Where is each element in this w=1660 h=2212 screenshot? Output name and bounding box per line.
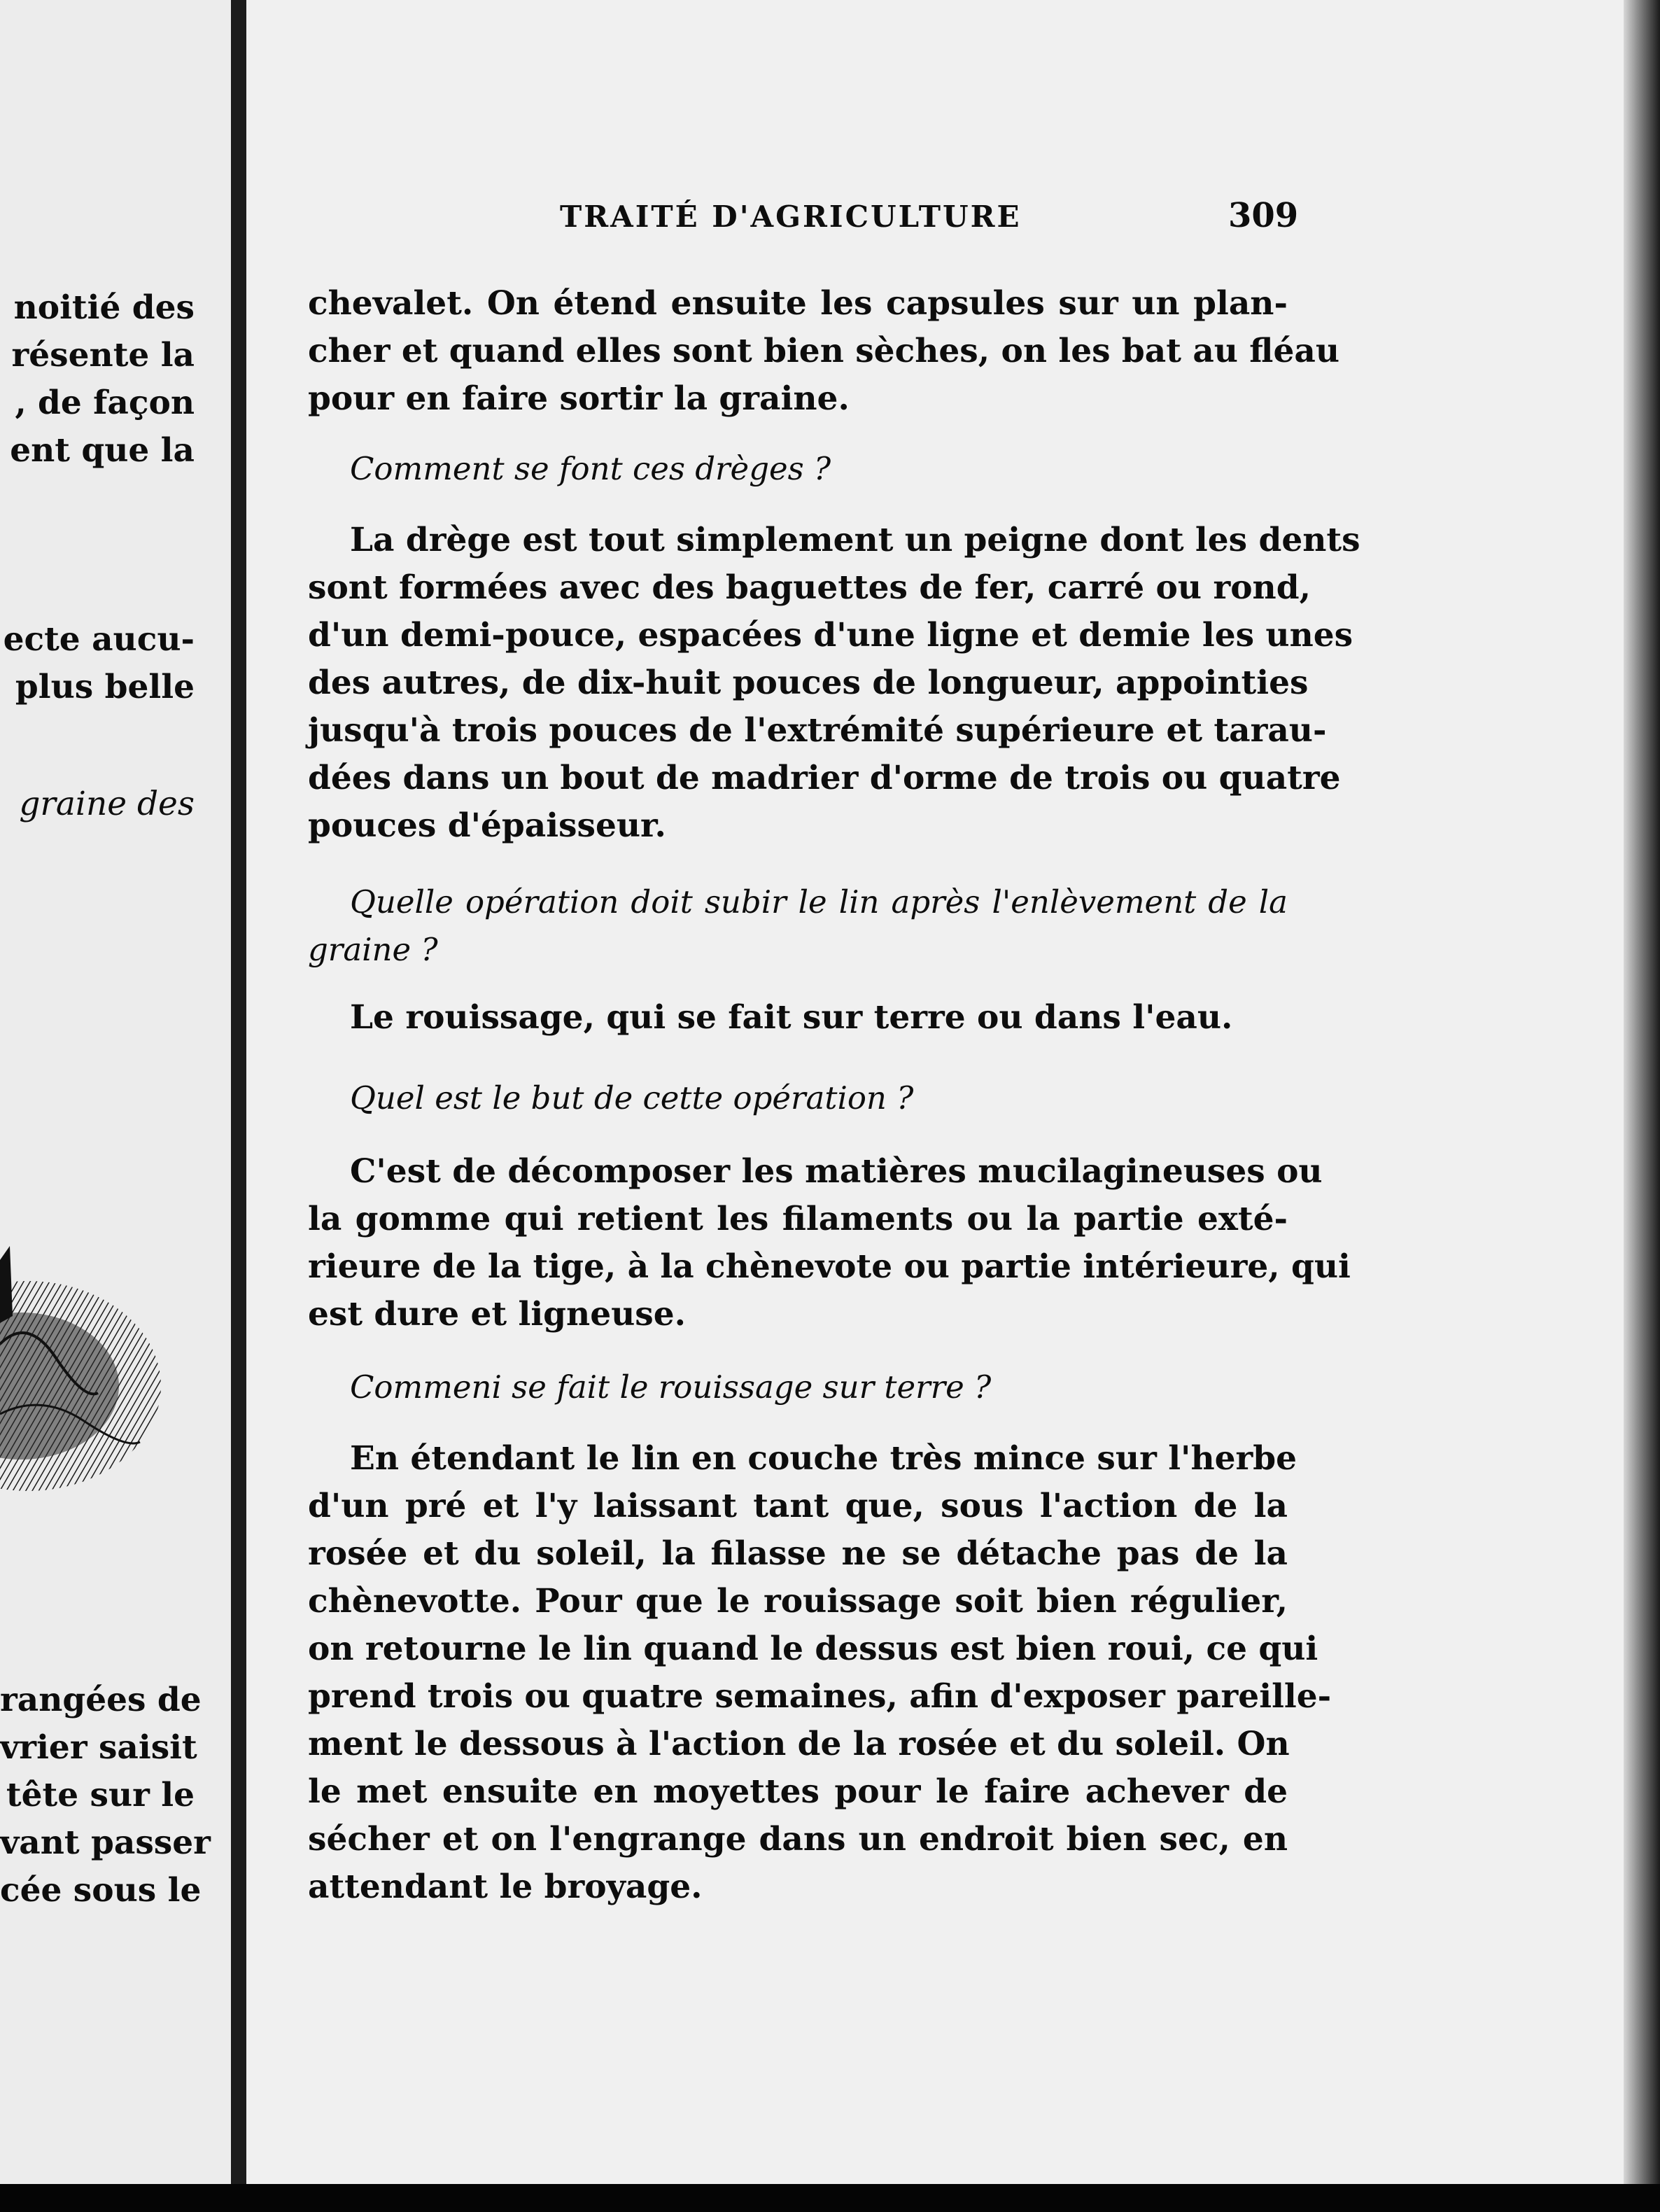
left-fragment-line: tête sur le <box>6 1776 195 1814</box>
text-line: C'est de décomposer les matières mucilagineuses ou <box>350 1152 1323 1191</box>
question-line: Comment se font ces drèges ? <box>350 450 831 487</box>
text-line: jusqu'à trois pouces de l'extrémité supérieure et tarau- <box>308 711 1327 750</box>
paragraph-3 <box>308 994 1288 1042</box>
text-line: dées dans un bout de madrier d'orme de trois ou quatre <box>308 759 1341 797</box>
left-fragment-line: ent que la <box>10 431 195 470</box>
text-line: En étendant le lin en couche très mince sur l'herbe <box>350 1439 1297 1478</box>
text-line: ment le dessous à l'action de la rosée et du soleil. On <box>308 1725 1290 1763</box>
text-line: sécher et on l'engrange dans un endroit bien sec, en <box>308 1820 1288 1858</box>
left-fragment-line: graine des <box>19 785 195 823</box>
page-number: 309 <box>1228 196 1299 235</box>
text-line: pour en faire sortir la graine. <box>308 379 850 418</box>
left-fragment-line: vrier saisit <box>0 1728 197 1767</box>
left-fragment-line: vant passer <box>0 1823 211 1862</box>
question-4 <box>308 1364 1288 1411</box>
text-line: rieure de la tige, à la chènevote ou partie intérieure, qui <box>308 1247 1351 1286</box>
text-line: la gomme qui retient les filaments ou la partie exté- <box>308 1200 1288 1238</box>
question-line: graine ? <box>308 931 438 968</box>
bottom-border <box>0 2184 1660 2212</box>
paragraph-2 <box>308 517 1360 850</box>
text-line: le met ensuite en moyettes pour le faire achever de <box>308 1772 1288 1811</box>
left-fragment-line: rangées de <box>0 1681 202 1719</box>
book-gutter <box>231 0 246 2184</box>
text-line: d'un demi-pouce, espacées d'une ligne et demie les unes <box>308 616 1353 654</box>
text-line: cher et quand elles sont bien sèches, on les bat au fléau <box>308 332 1340 370</box>
left-fragment-line: ecte aucu- <box>3 620 195 659</box>
text-line: on retourne le lin quand le dessus est bien roui, ce qui <box>308 1630 1318 1668</box>
question-line: Quelle opération doit subir le lin après l'enlèvement de la <box>350 883 1288 920</box>
left-fragment-line: plus belle <box>15 668 195 706</box>
question-2 <box>308 878 1288 974</box>
text-line: attendant le broyage. <box>308 1868 703 1906</box>
text-line: chènevotte. Pour que le rouissage soit bien régulier, <box>308 1582 1288 1620</box>
text-line: rosée et du soleil, la filasse ne se détache pas de la <box>308 1534 1288 1573</box>
paragraph-5 <box>308 1435 1332 1911</box>
left-fragment-line: , de façon <box>15 384 195 422</box>
left-fragment-line: résente la <box>11 336 195 374</box>
engraving-illustration-fragment <box>0 1232 161 1554</box>
question-line: Commeni se fait le rouissage sur terre ? <box>350 1368 992 1406</box>
left-fragment-line: cée sous le <box>0 1871 202 1910</box>
text-line: chevalet. On étend ensuite les capsules sur un plan- <box>308 284 1288 323</box>
text-line: La drège est tout simplement un peigne dont les dents <box>350 521 1360 559</box>
left-page-fragment <box>0 0 231 2184</box>
left-fragment-line: noitié des <box>13 288 195 327</box>
text-line: sont formées avec des baguettes de fer, carré ou rond, <box>308 568 1311 607</box>
question-1 <box>308 445 1288 493</box>
paragraph-4 <box>308 1148 1351 1338</box>
text-line: d'un pré et l'y laissant tant que, sous l'action de la <box>308 1487 1288 1525</box>
text-line: est dure et ligneuse. <box>308 1295 687 1334</box>
text-line: prend trois ou quatre semaines, afin d'exposer pareille- <box>308 1677 1332 1716</box>
page-edge-shadow <box>1624 0 1660 2212</box>
text-line: pouces d'épaisseur. <box>308 806 666 845</box>
text-line: des autres, de dix-huit pouces de longueur, appointies <box>308 664 1309 702</box>
paragraph-1 <box>308 280 1340 423</box>
question-3 <box>308 1074 1288 1122</box>
running-head: TRAITÉ D'AGRICULTURE <box>560 200 1022 234</box>
text-line: Le rouissage, qui se fait sur terre ou dans l'eau. <box>350 998 1233 1037</box>
question-line: Quel est le but de cette opération ? <box>350 1079 914 1116</box>
